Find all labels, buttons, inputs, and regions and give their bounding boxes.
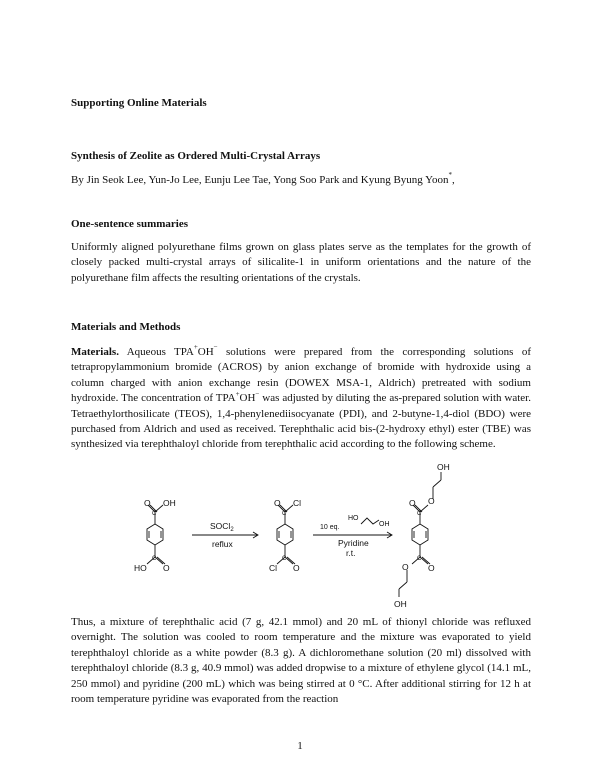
svg-text:C: C bbox=[282, 511, 287, 517]
svg-text:Cl: Cl bbox=[293, 498, 302, 508]
svg-text:C: C bbox=[417, 511, 422, 517]
svg-text:OH: OH bbox=[394, 599, 407, 609]
materials-label: Materials. bbox=[71, 346, 119, 358]
condition-pyridine: Pyridine bbox=[338, 538, 369, 548]
svg-text:Cl: Cl bbox=[269, 563, 278, 573]
procedure-paragraph: Thus, a mixture of terephthalic acid (7 g, 42.1 mmol) and 20 mL of thionyl chloride was refluxed overnight. The solution was cooled to room temperature and the mixture was evaporated to yield terephthaloyl chloride as a white powder (8.3 g). A dichloromethane solution (20 ml) dissolved with terephthaloyl chloride (8.3 g, 40.9 mmol) was added dropwise to a mixture of ethylene glycol (14.1 mL, 250 mmol) and pyridine (200 mL) which was being stirred at 0 °C. After additional stirring for 12 h at room temperature pyridine was evaporated from the reaction bbox=[71, 616, 531, 706]
svg-text:C: C bbox=[417, 556, 422, 562]
svg-text:O: O bbox=[293, 563, 300, 573]
section-heading-supporting: Supporting Online Materials bbox=[71, 97, 207, 109]
reagent-socl2: SOCl$_2$ bbox=[210, 521, 234, 533]
svg-text:O: O bbox=[402, 562, 409, 572]
reagent-ethylene-glycol-oh: OH bbox=[379, 521, 390, 528]
summary-paragraph: Uniformly aligned polyurethane films grown on glass plates serve as the templates for the growth of closely packed multi-crystal arrays of silicalite-1 in uniform orientations and the nature of the polyurethane film affects the resulting orientations of the crystals. bbox=[71, 241, 531, 284]
section-heading-summary: One-sentence summaries bbox=[71, 218, 189, 230]
tbe-structure bbox=[399, 472, 441, 597]
svg-text:O: O bbox=[163, 563, 170, 573]
svg-text:C: C bbox=[152, 511, 157, 517]
svg-text:O: O bbox=[428, 563, 435, 573]
svg-text:O: O bbox=[428, 496, 435, 506]
svg-text:C: C bbox=[152, 556, 157, 562]
paper-title: Synthesis of Zeolite as Ordered Multi-Crystal Arrays bbox=[71, 150, 321, 162]
svg-text:O: O bbox=[144, 498, 151, 508]
reagent-amount: 10 eq. bbox=[320, 524, 340, 531]
svg-text:O: O bbox=[409, 498, 416, 508]
authors-tail: , bbox=[452, 174, 455, 186]
authors-text: By Jin Seok Lee, Yun-Jo Lee, Eunju Lee Tae, Yong Soo Park and Kyung Byung Yoon bbox=[71, 174, 449, 186]
svg-text:OH: OH bbox=[437, 462, 450, 472]
svg-text:C: C bbox=[282, 556, 287, 562]
reagent-ethylene-glycol-ho: HO bbox=[348, 515, 359, 522]
section-heading-methods: Materials and Methods bbox=[71, 321, 181, 333]
materials-paragraph: Materials. Aqueous TPA+OH− solutions were prepared from the corresponding solutions of tetrapropylammonium bromide (ACROS) by anion exchange of bromide with hydroxide using a column charged with anion exchange resin (DOWEX MSA-1, Aldrich) pretreated with sodium hydroxide. The concentration of TPA+OH− was adjusted by diluting the as-prepared solution with water. Tetraethylorthosilicate (TEOS), 1,4-phenylenediisocyanate (PDI), and 2-butyne-1,4-diol (BDO) were purchased from Aldrich and used as received. Terephthalic acid bis-(2-hydroxy ethyl) ester (TBE) was synthesized via terephthaloyl chloride from terephthalic acid according to the following scheme. bbox=[71, 343, 532, 451]
condition-reflux: reflux bbox=[212, 539, 233, 549]
svg-text:O: O bbox=[274, 498, 281, 508]
corresponding-mark: * bbox=[448, 171, 452, 180]
condition-rt: r.t. bbox=[346, 548, 356, 558]
svg-text:OH: OH bbox=[163, 498, 176, 508]
synthesis-scheme bbox=[130, 462, 490, 612]
svg-text:HO: HO bbox=[134, 563, 147, 573]
page-number: 1 bbox=[297, 740, 303, 752]
author-list bbox=[71, 173, 531, 188]
